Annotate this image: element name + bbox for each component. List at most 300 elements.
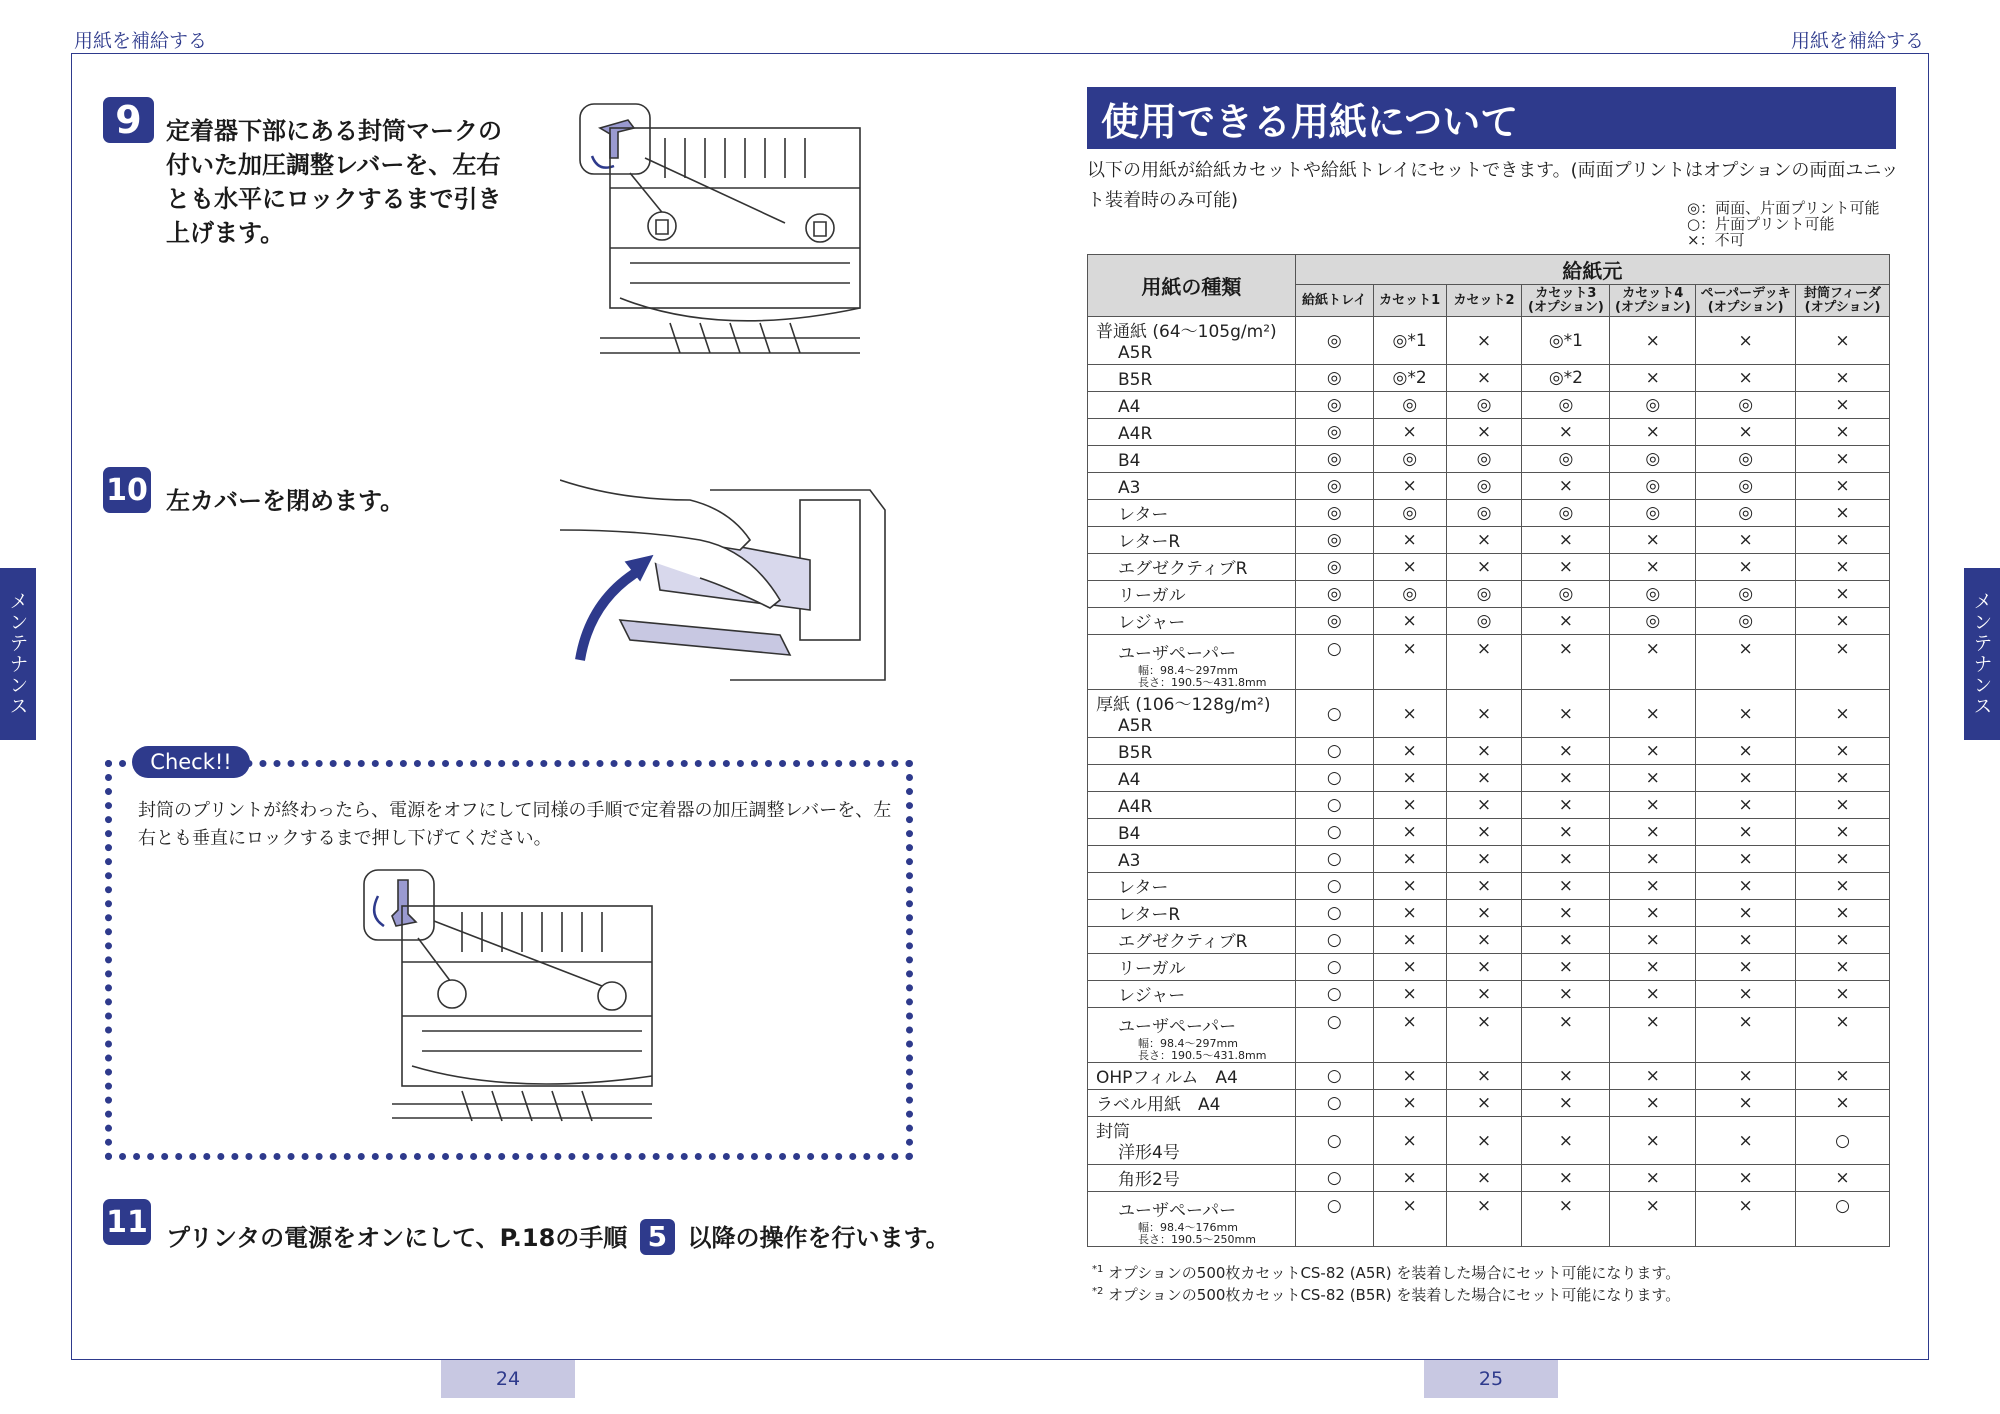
support-mark: × bbox=[1446, 1117, 1522, 1165]
support-mark: × bbox=[1610, 554, 1696, 581]
paper-name-cell bbox=[1088, 500, 1296, 527]
paper-name-cell bbox=[1088, 473, 1296, 500]
support-mark: × bbox=[1610, 900, 1696, 927]
support-mark: ◎ bbox=[1295, 581, 1373, 608]
paper-name-cell bbox=[1088, 873, 1296, 900]
paper-name-cell bbox=[1088, 581, 1296, 608]
support-mark: × bbox=[1796, 365, 1890, 392]
support-mark: ◎ bbox=[1610, 473, 1696, 500]
support-mark: ◎ bbox=[1373, 446, 1446, 473]
support-mark: × bbox=[1446, 1063, 1522, 1090]
support-mark: × bbox=[1696, 1165, 1796, 1192]
support-mark: ◎ bbox=[1295, 317, 1373, 365]
page-number-left: 24 bbox=[441, 1360, 575, 1398]
support-mark: × bbox=[1446, 765, 1522, 792]
support-mark: × bbox=[1610, 365, 1696, 392]
step-9-text: 定着器下部にある封筒マークの付いた加圧調整レバーを、左右とも水平にロックするまで引き上げます。 bbox=[166, 117, 502, 247]
source-label: 封筒フィーダ bbox=[1804, 285, 1882, 301]
col-header-source-3 bbox=[1522, 285, 1610, 317]
support-mark: × bbox=[1522, 554, 1610, 581]
support-mark: × bbox=[1373, 554, 1446, 581]
support-mark: ◎ bbox=[1295, 446, 1373, 473]
paper-name: A4 bbox=[1118, 770, 1141, 790]
paper-name: A3 bbox=[1118, 851, 1141, 871]
paper-size-note: 幅：98.4〜176mm bbox=[1138, 1221, 1238, 1234]
support-mark: × bbox=[1796, 554, 1890, 581]
support-mark: ○ bbox=[1295, 900, 1373, 927]
support-mark: × bbox=[1373, 1117, 1446, 1165]
paper-name-cell bbox=[1088, 317, 1296, 365]
support-mark: × bbox=[1522, 690, 1610, 738]
support-mark: ◎ bbox=[1446, 473, 1522, 500]
support-mark: × bbox=[1522, 981, 1610, 1008]
table-row bbox=[1088, 392, 1890, 419]
support-mark: × bbox=[1373, 690, 1446, 738]
support-mark: × bbox=[1373, 1063, 1446, 1090]
step-11-text-a: プリンタの電源をオンにして、P.18の手順 bbox=[166, 1224, 628, 1252]
support-mark: × bbox=[1796, 954, 1890, 981]
table-row bbox=[1088, 1090, 1890, 1117]
legend bbox=[1687, 200, 1880, 248]
paper-name-cell bbox=[1088, 608, 1296, 635]
table-row bbox=[1088, 1165, 1890, 1192]
support-mark: × bbox=[1522, 635, 1610, 690]
support-mark: ○ bbox=[1295, 954, 1373, 981]
table-row bbox=[1088, 446, 1890, 473]
support-mark: ○ bbox=[1796, 1117, 1890, 1165]
side-tab-left: メンテナンス bbox=[0, 568, 36, 740]
support-mark: × bbox=[1446, 981, 1522, 1008]
legend-circle: ○：片面プリント可能 bbox=[1687, 215, 1835, 233]
support-mark: × bbox=[1446, 419, 1522, 446]
table-row bbox=[1088, 954, 1890, 981]
support-mark: ◎ bbox=[1446, 608, 1522, 635]
table-row bbox=[1088, 1117, 1890, 1165]
support-mark: × bbox=[1796, 765, 1890, 792]
source-sublabel: (オプション) bbox=[1614, 299, 1691, 315]
paper-name-cell bbox=[1088, 635, 1296, 690]
col-header-source-5 bbox=[1696, 285, 1796, 317]
support-mark: × bbox=[1696, 738, 1796, 765]
support-mark: × bbox=[1796, 635, 1890, 690]
table-row bbox=[1088, 581, 1890, 608]
step-ref-badge: 5 bbox=[640, 1219, 675, 1255]
support-mark: ○ bbox=[1295, 1117, 1373, 1165]
paper-name-cell bbox=[1088, 1063, 1296, 1090]
support-mark: ◎ bbox=[1446, 500, 1522, 527]
support-mark: × bbox=[1373, 792, 1446, 819]
paper-name: B4 bbox=[1118, 451, 1141, 471]
support-mark: × bbox=[1373, 1165, 1446, 1192]
table-row bbox=[1088, 419, 1890, 446]
support-mark: × bbox=[1522, 954, 1610, 981]
support-mark: ◎*1 bbox=[1373, 317, 1446, 365]
paper-name: A4R bbox=[1118, 424, 1153, 444]
support-mark: × bbox=[1696, 900, 1796, 927]
support-mark: × bbox=[1522, 1008, 1610, 1063]
support-mark: ◎ bbox=[1446, 581, 1522, 608]
paper-name: A5R bbox=[1118, 343, 1153, 363]
support-mark: × bbox=[1373, 927, 1446, 954]
support-mark: × bbox=[1796, 500, 1890, 527]
check-label: Check!! bbox=[132, 746, 250, 778]
paper-name: ラベル用紙 A4 bbox=[1096, 1095, 1221, 1115]
support-mark: × bbox=[1610, 819, 1696, 846]
support-mark: × bbox=[1610, 527, 1696, 554]
support-mark: × bbox=[1696, 819, 1796, 846]
paper-name: ユーザペーパー bbox=[1118, 644, 1237, 664]
support-mark: × bbox=[1446, 527, 1522, 554]
support-mark: × bbox=[1446, 927, 1522, 954]
support-mark: × bbox=[1522, 819, 1610, 846]
table-row bbox=[1088, 792, 1890, 819]
paper-name: A5R bbox=[1118, 716, 1153, 736]
support-mark: ◎ bbox=[1696, 473, 1796, 500]
support-mark: × bbox=[1796, 900, 1890, 927]
step-9-number: 9 bbox=[103, 97, 154, 143]
support-mark: ○ bbox=[1295, 792, 1373, 819]
support-mark: × bbox=[1373, 608, 1446, 635]
support-mark: ○ bbox=[1295, 819, 1373, 846]
step-11-text bbox=[166, 1219, 950, 1255]
support-mark: × bbox=[1373, 473, 1446, 500]
support-mark: × bbox=[1610, 927, 1696, 954]
support-mark: × bbox=[1610, 1008, 1696, 1063]
support-mark: × bbox=[1373, 873, 1446, 900]
support-mark: × bbox=[1373, 635, 1446, 690]
table-row bbox=[1088, 846, 1890, 873]
support-mark: × bbox=[1796, 1090, 1890, 1117]
paper-name-cell bbox=[1088, 954, 1296, 981]
paper-name: A4R bbox=[1118, 797, 1153, 817]
step-11-text-b: 以降の操作を行います。 bbox=[687, 1224, 950, 1252]
support-mark: ◎ bbox=[1295, 608, 1373, 635]
paper-name: OHPフィルム A4 bbox=[1096, 1068, 1238, 1088]
support-mark: × bbox=[1610, 1063, 1696, 1090]
support-mark: × bbox=[1796, 317, 1890, 365]
support-mark: ◎ bbox=[1696, 392, 1796, 419]
paper-name: 角形2号 bbox=[1118, 1170, 1180, 1190]
footnote-1-text: オプションの500枚カセットCS-82 (A5R) を装着した場合にセット可能になります。 bbox=[1108, 1264, 1681, 1282]
paper-name: 洋形4号 bbox=[1118, 1143, 1180, 1163]
support-mark: ◎ bbox=[1610, 392, 1696, 419]
support-mark: × bbox=[1796, 1008, 1890, 1063]
support-mark: × bbox=[1610, 1165, 1696, 1192]
support-mark: × bbox=[1610, 954, 1696, 981]
paper-name-cell bbox=[1088, 981, 1296, 1008]
support-mark: × bbox=[1446, 846, 1522, 873]
source-sublabel: (オプション) bbox=[1804, 299, 1881, 315]
paper-name-cell bbox=[1088, 738, 1296, 765]
support-mark: × bbox=[1796, 608, 1890, 635]
paper-size-note: 長さ：190.5〜431.8mm bbox=[1138, 1049, 1267, 1062]
legend-cross: ×：不可 bbox=[1687, 231, 1745, 249]
support-mark: ◎ bbox=[1696, 608, 1796, 635]
support-mark: × bbox=[1522, 473, 1610, 500]
support-mark: ○ bbox=[1295, 981, 1373, 1008]
support-mark: ○ bbox=[1295, 873, 1373, 900]
support-mark: × bbox=[1373, 954, 1446, 981]
fuser-lever-illustration bbox=[570, 98, 870, 363]
table-row bbox=[1088, 608, 1890, 635]
support-mark: × bbox=[1446, 792, 1522, 819]
source-label: カセット4 bbox=[1622, 285, 1684, 301]
source-sublabel: (オプション) bbox=[1707, 299, 1784, 315]
group-title: 厚紙 (106〜128g/m²) bbox=[1096, 695, 1271, 715]
support-mark: × bbox=[1610, 792, 1696, 819]
paper-name-cell bbox=[1088, 419, 1296, 446]
col-header-source: 給紙元 bbox=[1295, 255, 1889, 285]
section-intro: 以下の用紙が給紙カセットや給紙トレイにセットできます。(両面プリントはオプションの両面ユニット装着時のみ可能) bbox=[1087, 160, 1899, 211]
support-mark: × bbox=[1522, 419, 1610, 446]
support-mark: × bbox=[1373, 1090, 1446, 1117]
support-mark: × bbox=[1796, 819, 1890, 846]
support-mark: × bbox=[1796, 473, 1890, 500]
support-mark: ◎*2 bbox=[1522, 365, 1610, 392]
support-mark: × bbox=[1696, 365, 1796, 392]
support-mark: × bbox=[1696, 690, 1796, 738]
support-mark: ◎ bbox=[1295, 527, 1373, 554]
support-mark: × bbox=[1696, 927, 1796, 954]
support-mark: × bbox=[1446, 819, 1522, 846]
paper-name: エグゼクティブR bbox=[1118, 559, 1248, 579]
support-mark: ◎ bbox=[1610, 500, 1696, 527]
support-mark: ○ bbox=[1295, 738, 1373, 765]
support-mark: × bbox=[1446, 1008, 1522, 1063]
col-header-source-4 bbox=[1610, 285, 1696, 317]
close-left-cover-illustration bbox=[560, 470, 890, 690]
support-mark: × bbox=[1610, 317, 1696, 365]
paper-name-cell bbox=[1088, 446, 1296, 473]
source-label: ペーパーデッキ bbox=[1700, 285, 1791, 301]
paper-name-cell bbox=[1088, 1090, 1296, 1117]
support-mark: × bbox=[1446, 365, 1522, 392]
support-mark: × bbox=[1610, 419, 1696, 446]
table-row bbox=[1088, 738, 1890, 765]
support-mark: ◎ bbox=[1373, 392, 1446, 419]
side-tab-right: メンテナンス bbox=[1964, 568, 2000, 740]
paper-size-note: 長さ：190.5〜250mm bbox=[1138, 1233, 1256, 1246]
support-mark: × bbox=[1522, 1165, 1610, 1192]
table-row bbox=[1088, 527, 1890, 554]
support-mark: × bbox=[1522, 765, 1610, 792]
col-header-source-1 bbox=[1373, 285, 1446, 317]
support-mark: × bbox=[1522, 1063, 1610, 1090]
support-mark: × bbox=[1610, 738, 1696, 765]
support-mark: × bbox=[1610, 635, 1696, 690]
paper-name-cell bbox=[1088, 690, 1296, 738]
group-title: 封筒 bbox=[1096, 1122, 1130, 1142]
paper-name-cell bbox=[1088, 1165, 1296, 1192]
fuser-lever-down-illustration bbox=[362, 866, 662, 1128]
support-mark: ◎ bbox=[1295, 419, 1373, 446]
support-mark: × bbox=[1796, 792, 1890, 819]
support-mark: × bbox=[1522, 1090, 1610, 1117]
support-mark: × bbox=[1796, 1063, 1890, 1090]
support-mark: ◎ bbox=[1446, 446, 1522, 473]
support-mark: × bbox=[1373, 527, 1446, 554]
support-mark: × bbox=[1696, 846, 1796, 873]
check-text: 封筒のプリントが終わったら、電源をオフにして同様の手順で定着器の加圧調整レバーを、左右とも垂直にロックするまで押し下げてください。 bbox=[138, 800, 892, 849]
paper-name-cell bbox=[1088, 900, 1296, 927]
support-mark: × bbox=[1522, 1192, 1610, 1247]
paper-name: A4 bbox=[1118, 397, 1141, 417]
paper-name: レジャー bbox=[1118, 986, 1186, 1006]
support-mark: ◎ bbox=[1295, 365, 1373, 392]
support-mark: × bbox=[1446, 1090, 1522, 1117]
support-mark: × bbox=[1696, 1117, 1796, 1165]
support-mark: × bbox=[1696, 1090, 1796, 1117]
table-row bbox=[1088, 927, 1890, 954]
support-mark: ◎ bbox=[1696, 500, 1796, 527]
paper-name: B4 bbox=[1118, 824, 1141, 844]
support-mark: ○ bbox=[1295, 1063, 1373, 1090]
support-mark: × bbox=[1696, 792, 1796, 819]
support-mark: × bbox=[1522, 927, 1610, 954]
support-mark: ○ bbox=[1295, 846, 1373, 873]
support-mark: ◎ bbox=[1696, 446, 1796, 473]
source-sublabel: (オプション) bbox=[1528, 299, 1604, 315]
support-mark: ◎ bbox=[1522, 581, 1610, 608]
support-mark: ◎ bbox=[1610, 446, 1696, 473]
paper-name: B5R bbox=[1118, 743, 1153, 763]
support-mark: ○ bbox=[1295, 927, 1373, 954]
table-row bbox=[1088, 554, 1890, 581]
support-mark: × bbox=[1796, 581, 1890, 608]
paper-name-cell bbox=[1088, 392, 1296, 419]
support-mark: × bbox=[1446, 900, 1522, 927]
support-mark: × bbox=[1696, 419, 1796, 446]
source-label: カセット2 bbox=[1453, 292, 1515, 308]
paper-name: レター bbox=[1118, 878, 1169, 898]
table-row bbox=[1088, 1008, 1890, 1063]
paper-table bbox=[1087, 254, 1890, 1247]
support-mark: × bbox=[1610, 981, 1696, 1008]
support-mark: × bbox=[1522, 873, 1610, 900]
support-mark: × bbox=[1610, 873, 1696, 900]
paper-name: A3 bbox=[1118, 478, 1141, 498]
support-mark: ○ bbox=[1295, 1192, 1373, 1247]
footnote-2 bbox=[1092, 1284, 1680, 1305]
table-row bbox=[1088, 500, 1890, 527]
support-mark: × bbox=[1696, 635, 1796, 690]
table-row bbox=[1088, 981, 1890, 1008]
table-row bbox=[1088, 635, 1890, 690]
support-mark: × bbox=[1796, 527, 1890, 554]
footnote-2-mark: *2 bbox=[1092, 1286, 1104, 1297]
paper-name-cell bbox=[1088, 1192, 1296, 1247]
step-11-number: 11 bbox=[103, 1199, 151, 1245]
support-mark: ◎ bbox=[1522, 446, 1610, 473]
paper-size-note: 長さ：190.5〜431.8mm bbox=[1138, 676, 1267, 689]
support-mark: × bbox=[1610, 690, 1696, 738]
support-mark: × bbox=[1373, 846, 1446, 873]
source-label: 給紙トレイ bbox=[1302, 292, 1367, 308]
table-row bbox=[1088, 473, 1890, 500]
running-header-left: 用紙を補給する bbox=[74, 30, 208, 52]
support-mark: ◎ bbox=[1295, 392, 1373, 419]
support-mark: × bbox=[1522, 738, 1610, 765]
footnote-2-text: オプションの500枚カセットCS-82 (B5R) を装着した場合にセット可能になります。 bbox=[1108, 1286, 1681, 1304]
col-header-source-6 bbox=[1796, 285, 1890, 317]
support-mark: ○ bbox=[1295, 635, 1373, 690]
support-mark: × bbox=[1373, 1192, 1446, 1247]
support-mark: ◎ bbox=[1295, 473, 1373, 500]
col-header-source-2 bbox=[1446, 285, 1522, 317]
support-mark: ◎ bbox=[1446, 392, 1522, 419]
support-mark: × bbox=[1446, 635, 1522, 690]
paper-name-cell bbox=[1088, 365, 1296, 392]
support-mark: × bbox=[1696, 527, 1796, 554]
legend-double-circle: ◎：両面、片面プリント可能 bbox=[1687, 199, 1880, 217]
support-mark: × bbox=[1522, 900, 1610, 927]
support-mark: × bbox=[1696, 981, 1796, 1008]
support-mark: ◎ bbox=[1696, 581, 1796, 608]
support-mark: × bbox=[1522, 846, 1610, 873]
support-mark: ◎*2 bbox=[1373, 365, 1446, 392]
support-mark: × bbox=[1796, 927, 1890, 954]
table-row bbox=[1088, 365, 1890, 392]
paper-name: レターR bbox=[1118, 905, 1181, 925]
support-mark: ○ bbox=[1295, 1008, 1373, 1063]
support-mark: × bbox=[1796, 1165, 1890, 1192]
support-mark: × bbox=[1696, 554, 1796, 581]
paper-name: レター bbox=[1118, 505, 1169, 525]
table-row bbox=[1088, 317, 1890, 365]
support-mark: × bbox=[1446, 954, 1522, 981]
support-mark: × bbox=[1796, 846, 1890, 873]
support-mark: × bbox=[1522, 792, 1610, 819]
section-title: 使用できる用紙について bbox=[1087, 87, 1896, 149]
support-mark: × bbox=[1610, 1192, 1696, 1247]
paper-name: ユーザペーパー bbox=[1118, 1017, 1237, 1037]
group-title: 普通紙 (64〜105g/m²) bbox=[1096, 322, 1277, 342]
support-mark: ◎ bbox=[1610, 581, 1696, 608]
support-mark: × bbox=[1522, 608, 1610, 635]
support-mark: × bbox=[1796, 738, 1890, 765]
step-10-number: 10 bbox=[103, 467, 151, 513]
step-10-text: 左カバーを閉めます。 bbox=[166, 487, 405, 515]
paper-name: リーガル bbox=[1118, 586, 1186, 606]
support-mark: ○ bbox=[1796, 1192, 1890, 1247]
paper-name: レジャー bbox=[1118, 613, 1186, 633]
support-mark: × bbox=[1696, 873, 1796, 900]
support-mark: × bbox=[1373, 900, 1446, 927]
paper-name: レターR bbox=[1118, 532, 1181, 552]
support-mark: × bbox=[1446, 1192, 1522, 1247]
support-mark: × bbox=[1610, 1117, 1696, 1165]
support-mark: × bbox=[1446, 317, 1522, 365]
support-mark: ◎ bbox=[1610, 608, 1696, 635]
support-mark: × bbox=[1696, 954, 1796, 981]
support-mark: ◎ bbox=[1373, 500, 1446, 527]
support-mark: × bbox=[1522, 527, 1610, 554]
support-mark: × bbox=[1373, 981, 1446, 1008]
source-label: カセット1 bbox=[1379, 292, 1441, 308]
paper-name-cell bbox=[1088, 1008, 1296, 1063]
paper-name-cell bbox=[1088, 927, 1296, 954]
support-mark: ◎ bbox=[1295, 554, 1373, 581]
support-mark: × bbox=[1446, 873, 1522, 900]
support-mark: × bbox=[1446, 690, 1522, 738]
running-header-right: 用紙を補給する bbox=[1790, 30, 1924, 52]
support-mark: ○ bbox=[1295, 1090, 1373, 1117]
paper-name-cell bbox=[1088, 846, 1296, 873]
paper-size-note: 幅：98.4〜297mm bbox=[1138, 1037, 1238, 1050]
table-row bbox=[1088, 765, 1890, 792]
support-mark: × bbox=[1696, 1008, 1796, 1063]
support-mark: × bbox=[1373, 738, 1446, 765]
